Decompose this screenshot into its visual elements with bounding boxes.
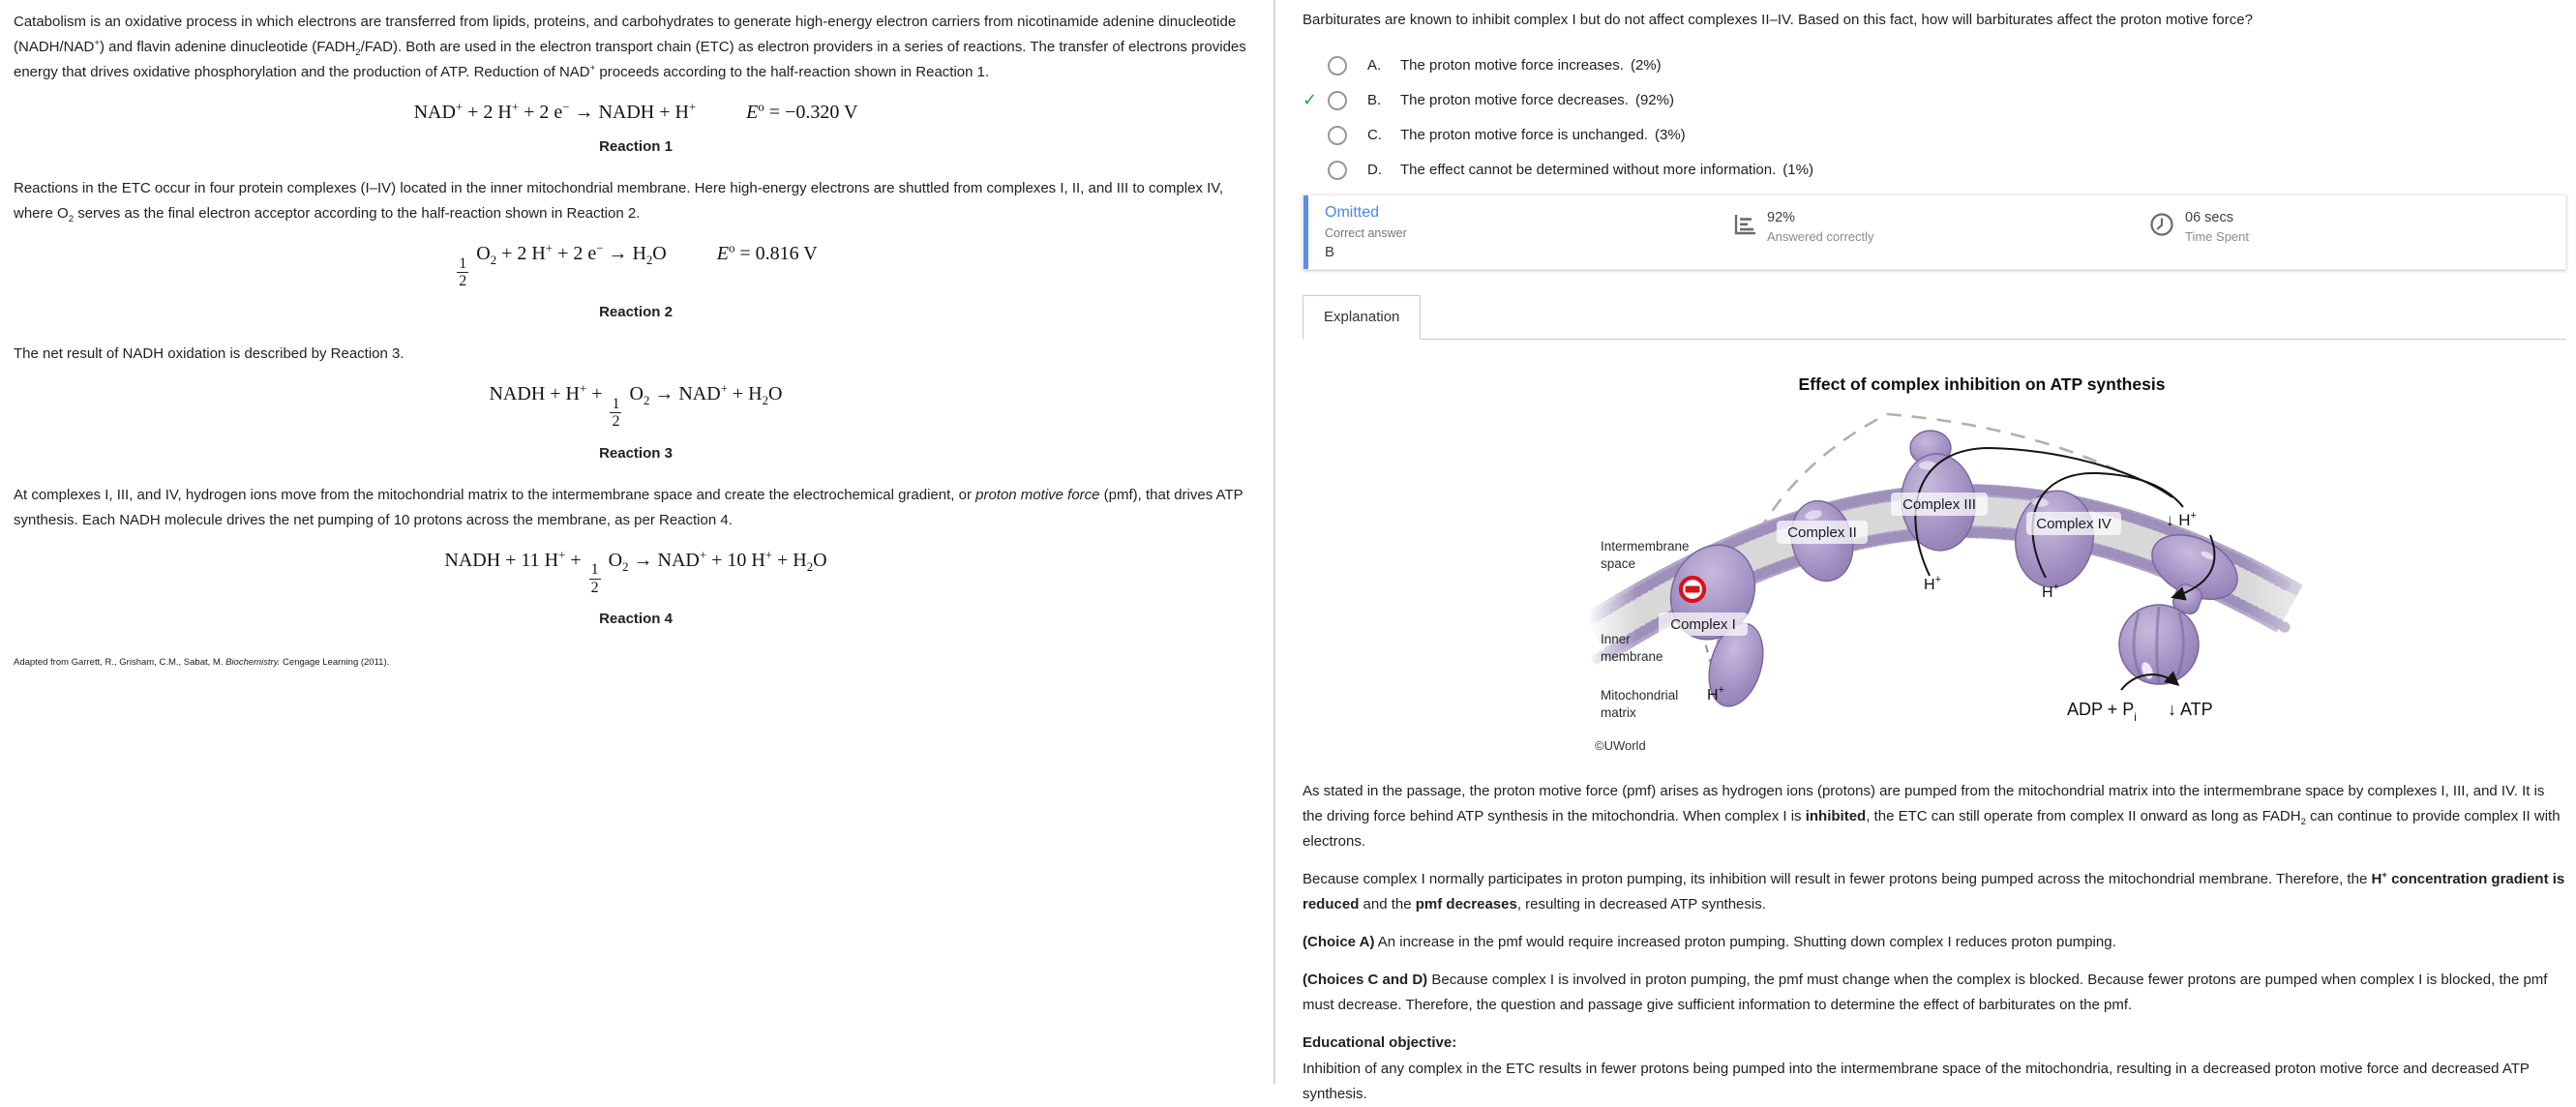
time-spent-caption: Time Spent	[2185, 229, 2249, 244]
reaction-equation-line	[14, 243, 1258, 289]
passage-paragraph: Reactions in the ETC occur in four protein complexes (I–IV) located in the inner mitochondrial membrane. Here high-energy electrons are shuttled from complexes I, II, and III to complex IV, where $O_2$ serves as the final electron acceptor according to the half-reaction shown in Reaction 2.	[14, 180, 1224, 224]
explanation-paragraph: Educational objective:	[1303, 1034, 1457, 1051]
reaction-caption: Reaction 1	[599, 138, 673, 155]
membrane-fade-right	[2243, 524, 2379, 660]
figure	[1585, 374, 2379, 771]
reaction-potential: $E^o = 0.816$ V	[716, 241, 818, 264]
reaction-equation-line	[14, 102, 1258, 124]
membrane-fade-left	[1585, 568, 1637, 694]
choice-percentage: (92%)	[1634, 92, 1674, 108]
choice-percentage: (3%)	[1654, 127, 1686, 143]
result-status: Omitted	[1325, 204, 1380, 221]
choice-percentage: (2%)	[1630, 57, 1662, 74]
complex-i-label: Complex I	[1670, 616, 1736, 633]
passage-citation: Adapted from Garrett, R., Grisham, C.M., Sabat, M. Biochemistry. Cengage Learning (2011).	[14, 656, 390, 668]
svg-text:membrane: membrane	[1601, 649, 1663, 664]
question-panel	[1275, 0, 2576, 1102]
choice-text: The proton motive force is unchanged.	[1400, 127, 1648, 143]
choice-letter: A.	[1367, 57, 1382, 74]
answer-choice[interactable]	[1303, 125, 2566, 145]
h-plus-complex-iv: H+	[2042, 582, 2059, 601]
reaction-equation: NADH + H+ + $\frac{1}{2}$ $O_2 \to NAD^+ + H_2O$	[489, 381, 783, 431]
radio-button[interactable]	[1328, 126, 1347, 145]
choice-text: The proton motive force increases.	[1400, 57, 1624, 74]
complex-iii-label: Complex III	[1902, 496, 1976, 513]
clock-icon	[2147, 210, 2176, 244]
reaction-caption: Reaction 4	[599, 610, 673, 627]
correct-answer-value: B	[1325, 244, 1335, 260]
explanation-paragraph: (Choices C and D) Because complex I is involved in proton pumping, the pmf must change when the complex is blocked. Because fewer protons are pumped when complex I is blocked, the pmf must decrease. Therefore, the question and passage give sufficient information to determine the effect of barbiturates on the pmf.	[1303, 972, 2548, 1013]
adp-pi-label: ADP + $P_i$	[2067, 700, 2137, 724]
reaction-equation: NADH + 11 H+ + $\frac{1}{2}$ $O_2 \to NAD^+ + 10$ $H^+ + H_2O$	[444, 548, 827, 596]
tab-bar	[1303, 296, 2566, 340]
reaction-block	[14, 243, 1258, 320]
choice-text: The proton motive force decreases.	[1400, 92, 1629, 108]
answer-stats-card	[1303, 194, 2566, 270]
choice-letter: C.	[1367, 127, 1382, 143]
answer-choice[interactable]	[1303, 90, 2566, 110]
h-plus-complex-i: H+	[1707, 684, 1724, 703]
figure-title: Effect of complex inhibition on ATP synthesis	[1798, 374, 2166, 394]
time-spent-block	[2147, 210, 2249, 244]
choice-percentage: (1%)	[1782, 162, 1813, 178]
reaction-equation: $\frac{1}{2}$ $O_2 + 2$ H+ + 2 $e^- \to H_2O$	[459, 241, 667, 290]
radio-button[interactable]	[1328, 91, 1347, 110]
answered-correctly-block	[1729, 210, 1874, 244]
svg-text:space: space	[1601, 556, 1636, 571]
passage-paragraph: The net result of NADH oxidation is described by Reaction 3.	[14, 345, 404, 363]
reaction-caption: Reaction 3	[599, 444, 673, 462]
choice-letter: D.	[1367, 162, 1382, 178]
uworld-copyright: ©UWorld	[1595, 738, 1646, 753]
inhibition-icon	[1681, 578, 1704, 601]
passage-content	[14, 10, 1258, 669]
answered-correctly-caption: Answered correctly	[1767, 229, 1874, 244]
inner-membrane-label: Inner	[1601, 632, 1631, 646]
svg-text:matrix: matrix	[1601, 705, 1636, 720]
reaction-equation: NAD+ + 2 H+ + 2 e− → NADH + H+	[413, 100, 697, 123]
answer-choice[interactable]	[1303, 55, 2566, 75]
passage-paragraph: Catabolism is an oxidative process in which electrons are transferred from lipids, proteins, and carbohydrates to generate high-energy electron carriers from nicotinamide adenine dinucleotide (NADH/NAD+) and flavin adenine dinucleotide $(FADH_2/FAD)$. Both are used in the electron transport chain (ETC) as electron providers in a series of reactions. The transfer of electrons provides energy that drives oxidative phosphorylation and the production of ATP. Reduction of NAD+ proceeds according to the half-reaction shown in Reaction 1.	[14, 14, 1246, 80]
intermembrane-space-label: Intermembrane	[1601, 539, 1690, 554]
reaction-caption: Reaction 2	[599, 304, 673, 321]
reaction-block	[14, 383, 1258, 461]
mitochondrial-matrix-label: Mitochondrial	[1601, 688, 1679, 703]
reaction-equation-line	[14, 383, 1258, 430]
radio-button[interactable]	[1328, 56, 1347, 75]
result-block	[1303, 195, 2565, 260]
tab-explanation[interactable]: Explanation	[1303, 295, 1421, 340]
complex-iv-label: Complex IV	[2036, 516, 2112, 532]
complex-ii-label: Complex II	[1787, 524, 1857, 541]
explanation-body	[1303, 779, 2566, 1107]
question-text: Barbiturates are known to inhibit complex I but do not affect complexes II–IV. Based on this fact, how will barbiturates affect the proton motive force?	[1303, 12, 2253, 28]
passage-panel	[0, 0, 1273, 1084]
explanation-paragraph: (Choice A) An increase in the pmf would require increased proton pumping. Shutting down complex I reduces proton pumping.	[1303, 934, 2116, 950]
reaction-block	[14, 550, 1258, 627]
radio-button[interactable]	[1328, 161, 1347, 180]
explanation-paragraph: As stated in the passage, the proton motive force (pmf) arises as hydrogen ions (protons) are pumped from the mitochondrial matrix into the intermembrane space by complexes I, III, and IV. It is the driving force behind ATP synthesis in the mitochondria. When complex I is inhibited, the ETC can still operate from complex II onward as long as $FADH_2$ can continue to provide complex II with electrons.	[1303, 783, 2561, 850]
atp-label: ↓ ATP	[2168, 700, 2213, 719]
h-plus-in-arrow: ↓ H+	[2166, 510, 2197, 529]
choice-text: The effect cannot be determined without more information.	[1400, 162, 1777, 178]
etc-diagram	[1585, 404, 2379, 771]
time-spent-value: 06 secs	[2185, 210, 2233, 225]
answer-choice[interactable]	[1303, 160, 2566, 180]
explanation-paragraph: Because complex I normally participates in proton pumping, its inhibition will result in fewer protons being pumped across the mitochondrial membrane. Therefore, the H+ concentration gradient is reduced and the pmf decreases, resulting in decreased ATP synthesis.	[1303, 870, 2565, 913]
reaction-potential: $E^o = -0.320$ V	[746, 100, 858, 123]
reaction-equation-line	[14, 550, 1258, 596]
answer-choices	[1303, 55, 2566, 180]
bar-chart-icon	[1729, 210, 1758, 244]
explanation-paragraph: Inhibition of any complex in the ETC results in fewer protons being pumped into the intermembrane space of the mitochondria, resulting in a decreased proton motive force and decreased ATP synthesis.	[1303, 1061, 2530, 1102]
h-plus-complex-iii: H+	[1924, 574, 1941, 593]
correct-answer-label: Correct answer	[1325, 226, 1407, 240]
reaction-block	[14, 102, 1258, 155]
answered-correctly-pct: 92%	[1767, 210, 1796, 225]
choice-letter: B.	[1367, 92, 1382, 108]
correct-check-icon: ✓	[1303, 90, 1318, 109]
passage-paragraph: At complexes I, III, and IV, hydrogen ions move from the mitochondrial matrix to the intermembrane space and create the electrochemical gradient, or proton motive force (pmf), that drives ATP synthesis. Each NADH molecule drives the net pumping of 10 protons across the membrane, as per Reaction 4.	[14, 486, 1243, 528]
